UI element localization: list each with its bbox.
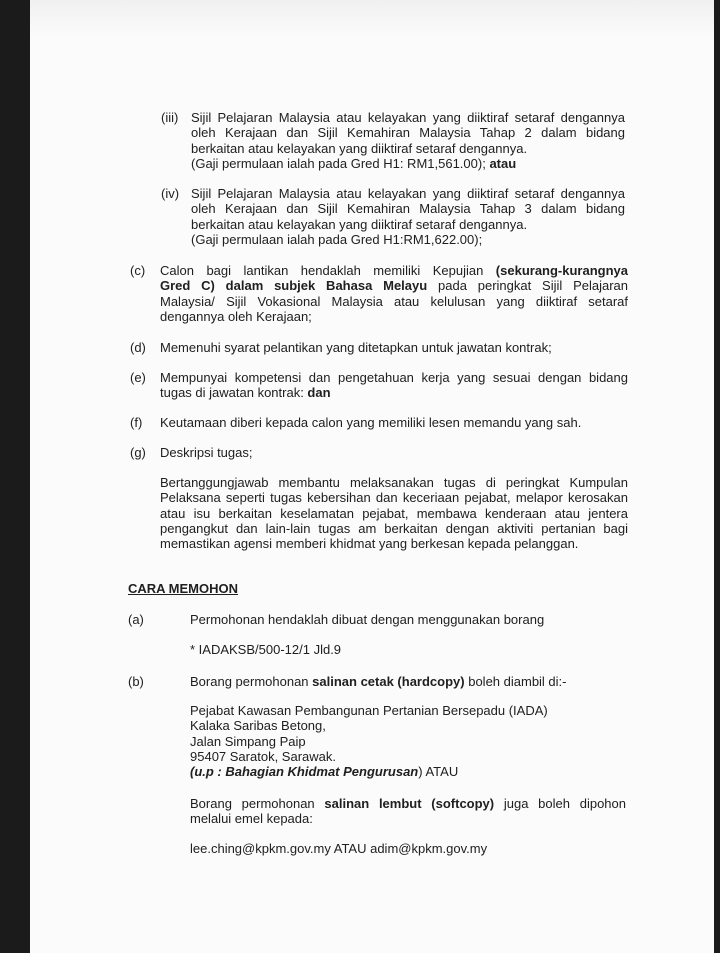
softcopy-text: Borang permohonan salinan lembut (softcopy) juga boleh dipohon melalui emel kepada:: [190, 796, 626, 827]
item-e-label: (e): [130, 370, 146, 385]
document-page: [30, 0, 714, 953]
contact-emails: lee.ching@kpkm.gov.my ATAU adim@kpkm.gov.my: [190, 841, 488, 856]
item-g-label: (g): [130, 445, 146, 460]
item-c-text: Calon bagi lantikan hendaklah memiliki Kepujian (sekurang-kurangnya Gred C) dalam subjek Bahasa Melayu pada peringkat Sijil Pelajaran Malaysia/ Sijil Vokasional Malaysia atau kelulusan yang diiktiraf setaraf dengannya oleh Kerajaan;: [160, 263, 628, 324]
form-reference: * IADAKSB/500-12/1 Jld.9: [190, 642, 342, 657]
item-d-text: Memenuhi syarat pelantikan yang ditetapkan untuk jawatan kontrak;: [160, 340, 552, 355]
item-c-label: (c): [130, 263, 146, 278]
item-iv-text: Sijil Pelajaran Malaysia atau kelayakan yang diiktiraf setaraf dengannya oleh Kerajaan dan Sijil Kemahiran Malaysia Tahap 3 dalam bidang berkaitan atau kelayakan yang diiktiraf setaraf dengannya. (Gaji permulaan ialah pada Gred H1:RM1,622.00);: [191, 186, 625, 247]
item-iv-label: (iv): [161, 186, 180, 201]
section-heading: CARA MEMOHON: [128, 581, 239, 596]
cara-a-text: Permohonan hendaklah dibuat dengan menggunakan borang: [190, 612, 545, 627]
cara-a-label: (a): [128, 612, 144, 627]
office-address: Pejabat Kawasan Pembangunan Pertanian Bersepadu (IADA) Kalaka Saribas Betong, Jalan Simpang Paip 95407 Saratok, Sarawak. (u.p : Bahagian Khidmat Pengurusan) ATAU: [190, 703, 548, 780]
item-e-text: Mempunyai kompetensi dan pengetahuan kerja yang sesuai dengan bidang tugas di jawatan kontrak: dan: [160, 370, 628, 401]
item-f-text: Keutamaan diberi kepada calon yang memiliki lesen memandu yang sah.: [160, 415, 582, 430]
item-g-title: Deskripsi tugas;: [160, 445, 253, 460]
item-d-label: (d): [130, 340, 146, 355]
cara-b-text: Borang permohonan salinan cetak (hardcopy) boleh diambil di:-: [190, 674, 567, 689]
item-iii-text: Sijil Pelajaran Malaysia atau kelayakan yang diiktiraf setaraf dengannya oleh Kerajaan dan Sijil Kemahiran Malaysia Tahap 2 dalam bidang berkaitan atau kelayakan yang diiktiraf setaraf dengannya. (Gaji permulaan ialah pada Gred H1: RM1,561.00); atau: [191, 110, 625, 171]
item-iii-label: (iii): [161, 110, 179, 125]
task-description: Bertanggungjawab membantu melaksanakan tugas di peringkat Kumpulan Pelaksana seperti tugas kebersihan dan keceriaan pejabat, melapor kerosakan atau isu berkaitan keselamatan pejabat, membawa kenderaan atau jentera pengangkut dan lain-lain tugas am berkaitan dengan aktiviti pertanian bagi memastikan agensi memberi khidmat yang berkesan kepada pelanggan.: [160, 475, 628, 552]
cara-b-label: (b): [128, 674, 144, 689]
item-f-label: (f): [130, 415, 143, 430]
